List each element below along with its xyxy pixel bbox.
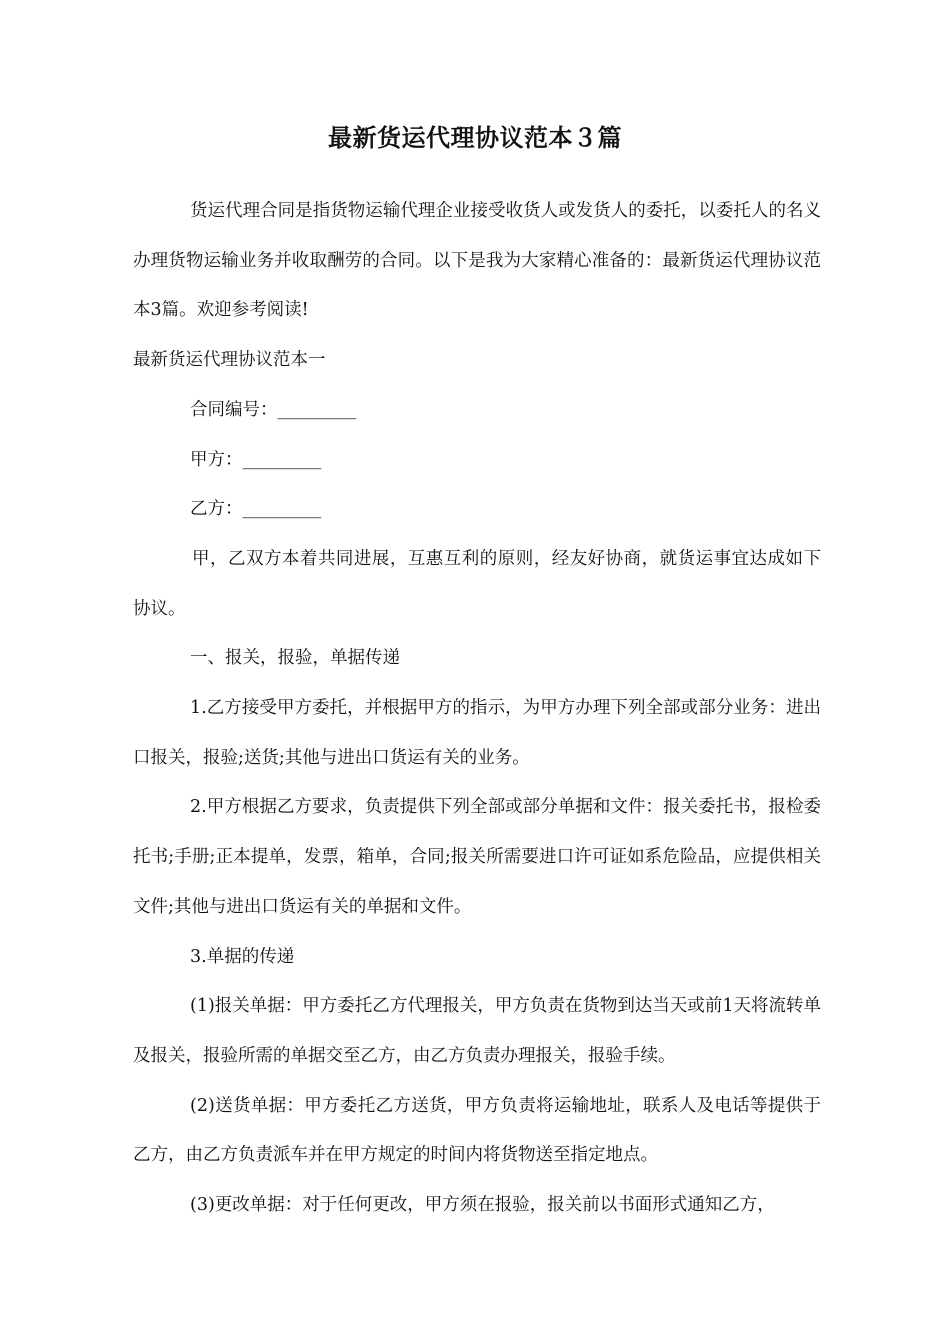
clause-paragraph: (1)报关单据：甲方委托乙方代理报关，甲方负责在货物到达当天或前1天将流转单及报关，报验所需的单据交至乙方，由乙方负责办理报关，报验手续。 bbox=[133, 996, 821, 1066]
section-heading: 最新货运代理协议范本一 bbox=[133, 350, 326, 371]
clause-paragraph: 3.单据的传递 bbox=[190, 946, 295, 967]
document-body bbox=[133, 187, 821, 1231]
preamble-paragraph: 甲，乙双方本着共同进展，互惠互利的原则，经友好协商，就货运事宜达成如下协议。 bbox=[133, 548, 821, 619]
clause-paragraph: (2)送货单据：甲方委托乙方送货，甲方负责将运输地址，联系人及电话等提供于乙方，由乙方负责派车并在甲方规定的时间内将货物送至指定地点。 bbox=[133, 1095, 821, 1166]
intro-paragraph: 货运代理合同是指货物运输代理企业接受收货人或发货人的委托，以委托人的名义办理货物运输业务并收取酬劳的合同。以下是我为大家精心准备的：最新货运代理协议范本3篇。欢迎参考阅读! bbox=[133, 201, 821, 321]
document-title: 最新货运代理协议范本３篇 bbox=[328, 124, 622, 152]
party-b-line: 乙方：_________ bbox=[190, 499, 322, 520]
clause-paragraph: (3)更改单据：对于任何更改，甲方须在报验，报关前以书面形式通知乙方， bbox=[190, 1195, 775, 1216]
contract-number-line: 合同编号：_________ bbox=[190, 399, 357, 420]
clause-heading: 一、报关，报验，单据传递 bbox=[190, 648, 400, 669]
party-a-line: 甲方：_________ bbox=[190, 449, 322, 470]
clause-paragraph: 2.甲方根据乙方要求，负责提供下列全部或部分单据和文件：报关委托书，报检委托书;手册;正本提单，发票，箱单，合同;报关所需要进口许可证如系危险品，应提供相关文件;其他与进出口货运有关的单据和文件。 bbox=[133, 797, 821, 917]
clause-paragraph: 1.乙方接受甲方委托，并根据甲方的指示，为甲方办理下列全部或部分业务：进出口报关，报验;送货;其他与进出口货运有关的业务。 bbox=[133, 698, 821, 768]
